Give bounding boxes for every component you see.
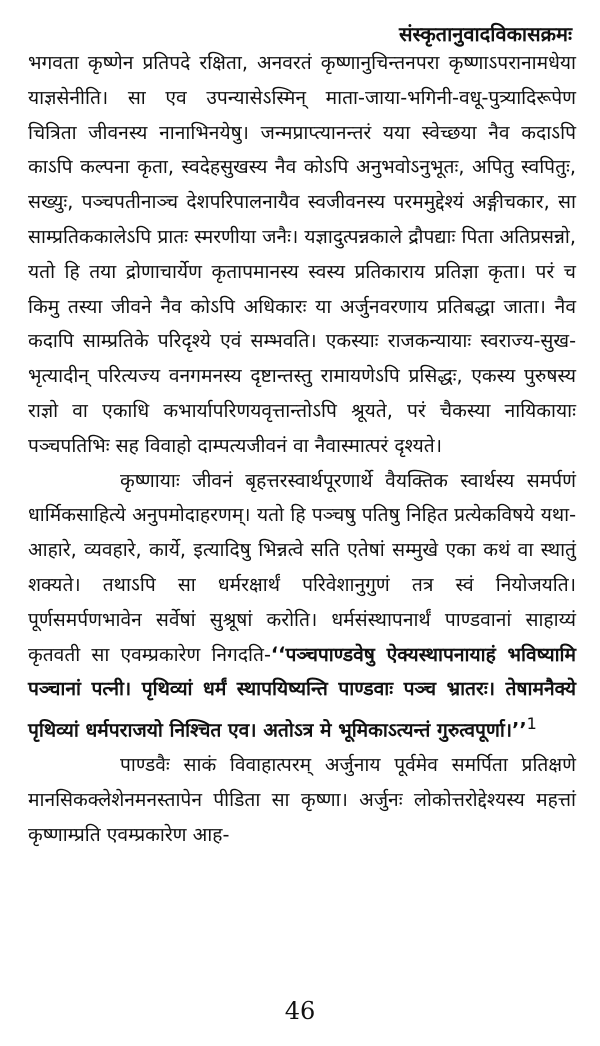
running-header: संस्कृतानुवादविकासक्रमः (399, 22, 572, 46)
paragraph-3: पाण्डवैः साकं विवाहात्परम् अर्जुनाय पूर्वमेव समर्पिता प्रतिक्षणे मानसिकक्लेशेनमनस्तापेन पीडिता सा कृष्णा। अर्जुनः लोकोत्तरोद्देश्यस्य महत्तां कृष्णाम्प्रति एवम्प्रकारेण आह- (28, 753, 576, 846)
quote-text: ‘‘पञ्चपाण्डवेषु ऐक्यस्थापनायाहं भविष्यामि पञ्चानां पत्नी। पृथिव्यां धर्मं स्थापयिष्यन्ति पाण्डवाः पञ्च भ्रातरः। तेषामनैक्ये पृथिव्यां धर्मपराजयो निश्चित एव। अतोऽत्र मे भूमिकाऽत्यन्तं गुरुत्वपूर्णा।’’ (28, 642, 577, 742)
body-text (28, 46, 576, 853)
paragraph-2-text: कृष्णायाः जीवनं बृहत्तरस्वार्थपूरणार्थे वैयक्तिक स्वार्थस्य समर्पणं धार्मिकसाहित्ये अनुपमोदाहरणम्। यतो हि पञ्चषु पतिषु निहित प्रत्येकविषये यथा-आहारे, व्यवहारे, कार्ये, इत्यादिषु भिन्नत्वे सति एतेषां सम्मुखे एका कथं वा स्थातुं शक्यते। तथाऽपि सा धर्मरक्षार्थं परिवेशानुगुणं तत्र स्वं नियोजयति। पूर्णसमर्पणभावेन सर्वेषां सुश्रूषां करोति। धर्मसंस्थापनार्थं पाण्डवानां साहाय्यं कृतवती सा एवम्प्रकारेण निगदति- (28, 468, 576, 666)
paragraph-2 (28, 464, 576, 749)
page-number: 46 (284, 997, 316, 1025)
footnote-marker: 1 (526, 714, 537, 734)
paragraph-1: भगवता कृष्णेन प्रतिपदे रक्षिता, अनवरतं कृष्णानुचिन्तनपरा कृष्णाऽपरानामधेया याज्ञसेनीति। सा एव उपन्यासेऽस्मिन् माता-जाया-भगिनी-वधू-पुत्र्यादिरूपेण चित्रिता जीवनस्य नानाभिनयेषु। जन्मप्राप्त्यानन्तरं यया स्वेच्छया नैव कदाऽपि काऽपि कल्पना कृता, स्वदेहसुखस्य नैव कोऽपि अनुभवोऽनुभूतः, अपितु स्वपितुः, सख्युः, पञ्चपतीनाञ्च देशपरिपालनायैव स्वजीवनस्य परममुद्देश्यं अङ्गीचकार, सा साम्प्रतिककालेऽपि प्रातः स्मरणीया जनैः। यज्ञादुत्पन्नकाले द्रौपद्याः पिता अतिप्रसन्नो, यतो हि तया द्रोणाचार्येण कृतापमानस्य स्वस्य प्रतिकाराय प्रतिज्ञा कृता। परं च किमु तस्या जीवने नैव कोऽपि अधिकारः या अर्जुनवरणाय प्रतिबद्धा जाता। नैव कदापि साम्प्रतिके परिदृश्ये एवं सम्भवति। एकस्याः राजकन्यायाः स्वराज्य-सुख-भृत्यादीन् परित्यज्य वनगमनस्य दृष्टान्तस्तु रामायणेऽपि प्रसिद्धः, एकस्य पुरुषस्य राज्ञो वा एकाधि कभार्यापरिणयवृत्तान्तोऽपि श्रूयते, परं चैकस्या नायिकायाः पञ्चपतिभिः सह विवाहो दाम्पत्यजीवनं वा नैवास्मात्परं दृश्यते। (28, 51, 576, 457)
